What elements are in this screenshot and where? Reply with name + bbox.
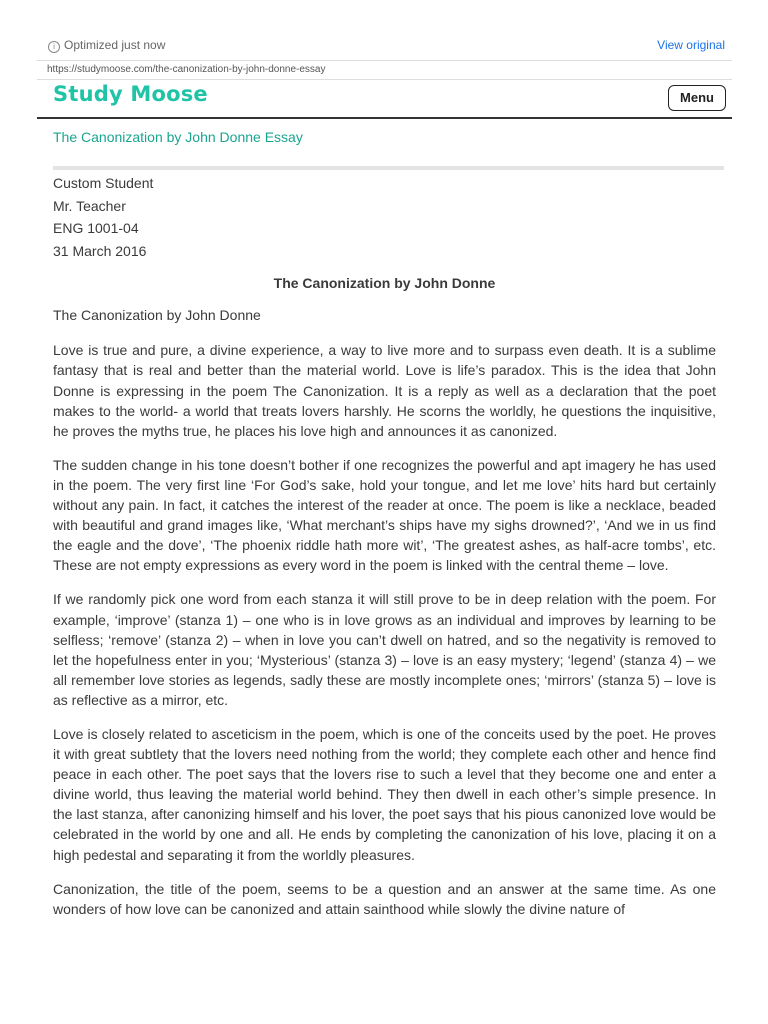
amp-banner <box>0 0 768 60</box>
paragraph: The sudden change in his tone doesn’t bother if one recognizes the powerful and apt imagery he has used in the poem. The very first line ‘For God’s sake, hold your tongue, and let me love’ hits hard but certainly without any pain. In fact, it catches the interest of the reader at once. The poem is like a necklace, beaded with beautiful and grand images like, ‘What merchant’s ships have my sighs drowned?’, ‘And we in us find the eagle and the dove’, ‘The phoenix riddle hath more wit’, ‘The greatest ashes, as half-acre tombs’, etc. These are not empty expressions as every word in the poem is linked with the central theme – love. <box>53 456 716 574</box>
essay-subtitle: The Canonization by John Donne <box>53 307 261 324</box>
meta-student: Custom Student <box>53 175 154 191</box>
essay-heading: The Canonization by John Donne <box>273 275 496 292</box>
paragraph: Canonization, the title of the poem, seems to be a question and an answer at the same time. As one wonders of how love can be canonized and attain sainthood while slowly the divine nature of <box>53 880 716 917</box>
paragraph: If we randomly pick one word from each stanza it will still prove to be in deep relation with the poem. For example, ‘improve’ (stanza 1) – one who is in love grows as an individual and improves by learning to be selfless; ‘remove’ (stanza 2) – when in love you can’t dwell on hatred, and so the negativity is removed to let the hopefulness enter in you; ‘Mysterious’ (stanza 3) – love is an easy mystery; ‘legend’ (stanza 4) – we all remember love stories as legends, sadly these are mostly incomplete ones; ‘mirrors’ (stanza 5) – love is as reflective as a mirror, etc. <box>53 591 716 708</box>
meta-teacher: Mr. Teacher <box>53 197 126 214</box>
info-icon: i <box>48 41 60 53</box>
paragraph: Love is closely related to asceticism in the poem, which is one of the conceits used by the poet. He proves it with great subtlety that the lovers need nothing from the world; they complete each other and hence find peace in each other. The poet says that the lovers rise to such a level that they become one and enter a divine world, thus leaving the material world behind. They then dwell in each other’s simple presence. In the last stanza, after canonizing himself and his lover, the poet says that his pious canonized love would be celebrated in the world by one and all. He ends by completing the canonization of his love, placing it on a high pedestal and separating it from the worldly pleasures. <box>53 725 716 863</box>
page-url: https://studymoose.com/the-canonization-by-john-donne-essay <box>47 64 326 75</box>
menu-button[interactable]: Menu <box>668 85 726 111</box>
paragraph: Love is true and pure, a divine experience, a way to live more and to surpass even death. It is a sublime fantasy that is real and better than the material world. Love is life’s paradox. This is the idea that John Donne is expressing in the poem The Canonization. It is a reply as well as a declaration that the poet makes to the world- a world that treats lovers harshly. He scorns the worldly, he questions the inquisitive, he proves the myths true, he places his love high and announces it as canonized. <box>53 342 716 439</box>
meta-date: 31 March 2016 <box>53 242 147 259</box>
optimized-text: Optimized just now <box>64 38 166 52</box>
view-original-link[interactable]: View original <box>657 38 725 52</box>
url-bar <box>37 60 732 80</box>
essay-body <box>53 172 716 931</box>
meta-course: ENG 1001-04 <box>53 220 139 237</box>
essay-meta <box>53 172 716 262</box>
essay-title-link[interactable]: The Canonization by John Donne Essay <box>53 129 303 145</box>
optimized-notice <box>48 38 165 53</box>
header-divider <box>37 117 732 119</box>
title-divider <box>53 166 724 170</box>
site-logo[interactable]: Study Moose <box>53 82 208 106</box>
